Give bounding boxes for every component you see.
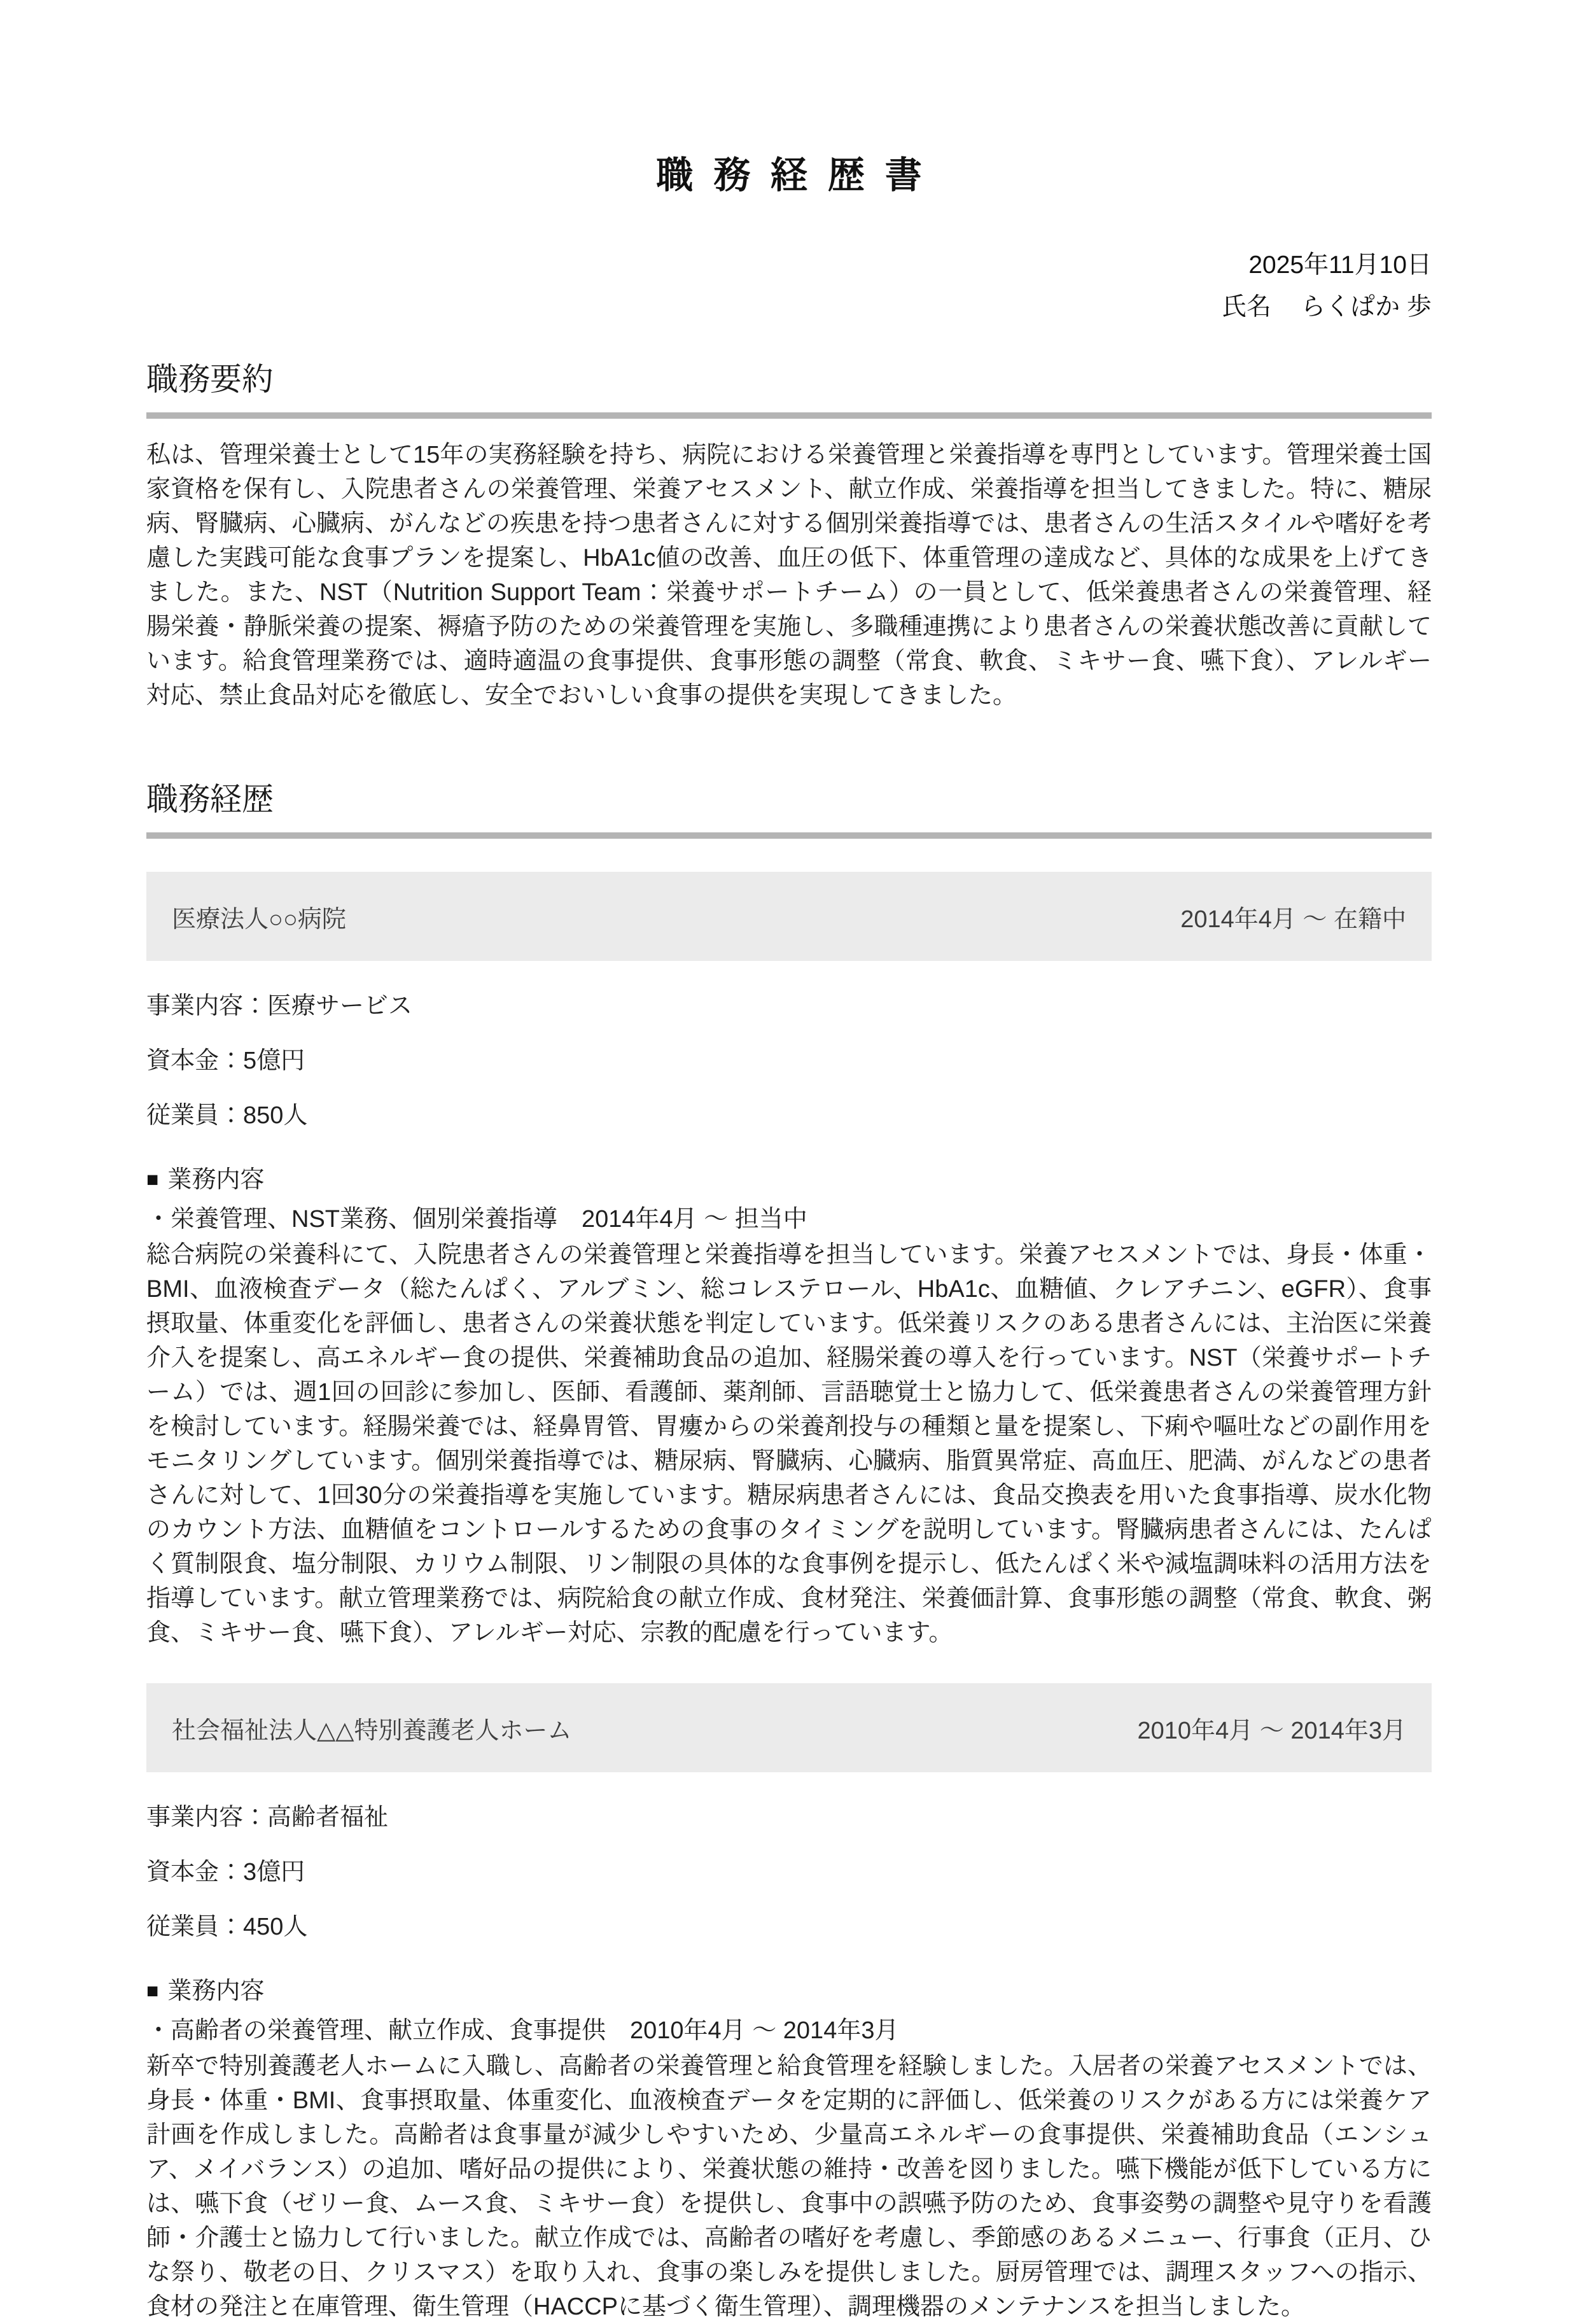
company-header-bar <box>146 872 1432 961</box>
duty-heading-label: 業務内容 <box>167 1166 265 1193</box>
duty-line: ・栄養管理、NST業務、個別栄養指導 2014年4月 ～ 担当中 <box>146 1206 807 1233</box>
page-title: 職務経歴書 <box>656 155 942 196</box>
company-header-bar <box>146 1683 1432 1772</box>
company-capital: 資本金：3億円 <box>146 1859 305 1886</box>
duty-heading-label: 業務内容 <box>167 1978 265 2005</box>
company-employees: 従業員：850人 <box>146 1102 308 1129</box>
section-heading-history: 職務経歴 <box>146 774 1432 839</box>
company-name: 医療法人○○病院 <box>172 906 346 933</box>
document-meta <box>146 244 1432 328</box>
company-period: 2010年4月 ～ 2014年3月 <box>1137 1717 1406 1744</box>
name-label: 氏名 <box>1222 293 1272 321</box>
company-description: 総合病院の栄養科にて、入院患者さんの栄養管理と栄養指導を担当しています。栄養アセスメントでは、身長・体重・BMI、血液検査データ（総たんぱく、アルブミン、総コレステロール、HbA1c、血糖値、クレアチニン、eGFR）、食事摂取量、体重変化を評価し、患者さんの栄養状態を判定しています。低栄養リスクのある患者さんには、主治医に栄養介入を提案し、高エネルギー食の提供、栄養補助食品の追加、経腸栄養の導入を行っています。NST（栄養サポートチーム）では、週1回の回診に参加し、医師、看護師、薬剤師、言語聴覚士と協力して、低栄養患者さんの栄養管理方針を検討しています。経腸栄養では、経鼻胃管、胃瘻からの栄養剤投与の種類と量を提案し、下痢や嘔吐などの副作用をモニタリングしています。個別栄養指導では、糖尿病、腎臓病、心臓病、脂質異常症、高血圧、肥満、がんなどの患者さんに対して、1回30分の栄養指導を実施しています。糖尿病患者さんには、食品交換表を用いた食事指導、炭水化物のカウント方法、血糖値をコントロールするための食事のタイミングを説明しています。腎臓病患者さんには、たんぱく質制限食、塩分制限、カリウム制限、リン制限の具体的な食事例を提示し、低たんぱく米や減塩調味料の活用方法を指導しています。献立管理業務では、病院給食の献立作成、食材発注、栄養価計算、食事形態の調整（常食、軟食、粥食、ミキサー食、嚥下食）、アレルギー対応、宗教的配慮を行っています。 <box>146 1242 1432 1646</box>
document-date: 2025年11月10日 <box>1248 251 1432 279</box>
company-period: 2014年4月 ～ 在籍中 <box>1180 906 1406 933</box>
company-block <box>146 1683 1432 2324</box>
company-business: 事業内容：高齢者福祉 <box>146 1804 389 1831</box>
duty-heading-row <box>146 1973 1432 2008</box>
section-heading-summary: 職務要約 <box>146 354 1432 419</box>
duty-heading-row <box>146 1162 1432 1197</box>
company-name: 社会福祉法人△△特別養護老人ホーム <box>172 1717 572 1744</box>
square-bullet-icon: ■ <box>146 1979 159 2002</box>
company-capital: 資本金：5億円 <box>146 1047 305 1074</box>
summary-paragraph: 私は、管理栄養士として15年の実務経験を持ち、病院における栄養管理と栄養指導を専門としています。管理栄養士国家資格を保有し、入院患者さんの栄養管理、栄養アセスメント、献立作成、栄養指導を担当してきました。特に、糖尿病、腎臓病、心臓病、がんなどの疾患を持つ患者さんに対する個別栄養指導では、患者さんの生活スタイルや嗜好を考慮した実践可能な食事プランを提案し、HbA1c値の改善、血圧の低下、体重管理の達成など、具体的な成果を上げてきました。また、NST（Nutrition Support Team：栄養サポートチーム）の一員として、低栄養患者さんの栄養管理、経腸栄養・静脈栄養の提案、褥瘡予防のための栄養管理を実施し、多職種連携により患者さんの栄養状態改善に貢献しています。給食管理業務では、適時適温の食事提供、食事形態の調整（常食、軟食、ミキサー食、嚥下食）、アレルギー対応、禁止食品対応を徹底し、安全でおいしい食事の提供を実現してきました。 <box>146 442 1432 709</box>
name-value: らくぱか 歩 <box>1301 293 1432 321</box>
company-description: 新卒で特別養護老人ホームに入職し、高齢者の栄養管理と給食管理を経験しました。入居者の栄養アセスメントでは、身長・体重・BMI、食事摂取量、体重変化、血液検査データを定期的に評価し、低栄養のリスクがある方には栄養ケア計画を作成しました。高齢者は食事量が減少しやすいため、少量高エネルギーの食事提供、栄養補助食品（エンシュア、メイバランス）の追加、嗜好品の提供により、栄養状態の維持・改善を図りました。嚥下機能が低下している方には、嚥下食（ゼリー食、ムース食、ミキサー食）を提供し、食事中の誤嚥予防のため、食事姿勢の調整や見守りを看護師・介護士と協力して行いました。献立作成では、高齢者の嗜好を考慮し、季節感のあるメニュー、行事食（正月、ひな祭り、敬老の日、クリスマス）を取り入れ、食事の楽しみを提供しました。厨房管理では、調理スタッフへの指示、食材の発注と在庫管理、衛生管理（HACCPに基づく衛生管理）、調理機器のメンテナンスを担当しました。 <box>146 2053 1432 2320</box>
document-author <box>146 286 1432 328</box>
square-bullet-icon: ■ <box>146 1168 159 1191</box>
company-business: 事業内容：医療サービス <box>146 993 413 1019</box>
duty-line: ・高齢者の栄養管理、献立作成、食事提供 2010年4月 ～ 2014年3月 <box>146 2017 899 2044</box>
company-employees: 従業員：450人 <box>146 1914 308 1940</box>
company-block <box>146 872 1432 1650</box>
